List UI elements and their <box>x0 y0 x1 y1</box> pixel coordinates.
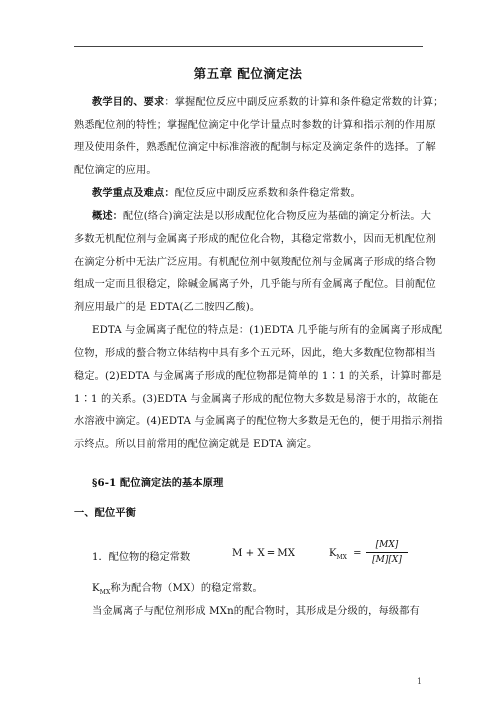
overview-line-4: 组成一定而且很稳定，除碱金属离子外，几乎能与所有金属离子配位。目前配位 <box>74 279 436 290</box>
fraction-bar <box>366 552 408 553</box>
objectives-label: 教学目的、要求 <box>92 96 165 108</box>
objectives-line-4: 配位滴定的应用。 <box>74 165 157 176</box>
last-line: 当金属离子与配位剂形成 MXn的配合物时，其形成是分级的，每级都有 <box>92 606 420 617</box>
key-points-text: 配位反应中副反应系数和条件稳定常数。 <box>174 188 361 199</box>
overview-text-1: 配位(络合)滴定法是以形成配位化合物反应为基础的滴定分析法。大 <box>123 211 432 222</box>
item1-label: 1．配位物的稳定常数 <box>92 552 191 563</box>
complex-equation: M + X ═ MX <box>232 548 295 559</box>
subsection-heading: 一、配位平衡 <box>74 507 137 519</box>
edta-line-4: 1∶1 的关系。(3)EDTA 与金属离子形成的配位物大多数是易溶于水的，故能在 <box>74 394 439 405</box>
edta-line-1: EDTA 与金属离子配位的特点是：(1)EDTA 几乎能与所有的金属离子形成配 <box>92 325 443 336</box>
overview-label: 概述： <box>92 210 124 222</box>
key-points-label: 教学重点及难点： <box>92 187 175 199</box>
chapter-title: 第五章 配位滴定法 <box>193 66 303 81</box>
k-mx-symbol: $K_{MX}$ = <box>329 548 362 561</box>
edta-line-5: 水溶液中滴定。(4)EDTA 与金属离子的配位物大多数是无色的，便于用指示剂指 <box>74 416 443 427</box>
edta-line-6: 示终点。所以目前常用的配位滴定就是 EDTA 滴定。 <box>74 439 318 450</box>
objectives-line-3: 理及使用条件，熟悉配位滴定中标准溶液的配制与标定及滴定条件的选择。了解 <box>74 142 436 153</box>
fraction-denominator: [M][X] <box>372 555 402 565</box>
page-number: 1 <box>417 677 423 686</box>
section-heading: §6-1 配位滴定法的基本原理 <box>92 477 224 489</box>
objectives-line-1 <box>74 96 444 109</box>
objectives-text-1: ：掌握配位反应中副反应系数的计算和条件稳定常数的计算； <box>164 97 444 108</box>
overview-line-2: 多数无机配位剂与金属离子形成的配位化合物，其稳定常数小，因而无机配位剂 <box>74 234 436 245</box>
stability-fraction <box>366 539 408 566</box>
edta-line-3: 稳定。(2)EDTA 与金属离子形成的配位物都是简单的 1∶1 的关系，计算时都是 <box>74 371 442 382</box>
objectives-line-2: 熟悉配位剂的特性；掌握配位滴定中化学计量点时参数的计算和指示剂的作用原 <box>74 120 436 131</box>
overview-line-3: 在滴定分析中无法广泛应用。有机配位剂中氨羧配位剂与金属离子形成的络合物 <box>74 257 436 268</box>
overview-line-1 <box>92 210 432 223</box>
k-note: $K_{MX}$称为配合物（MX）的稳定常数。 <box>92 583 263 597</box>
overview-line-5: 剂应用最广的是 EDTA(乙二胺四乙酸)。 <box>74 302 261 313</box>
key-points <box>92 187 423 200</box>
edta-line-2: 位物，形成的螯合物立体结构中具有多个五元环，因此，绝大多数配位物都相当 <box>74 348 436 359</box>
header-rule <box>74 46 423 47</box>
fraction-numerator: [MX] <box>375 540 399 550</box>
